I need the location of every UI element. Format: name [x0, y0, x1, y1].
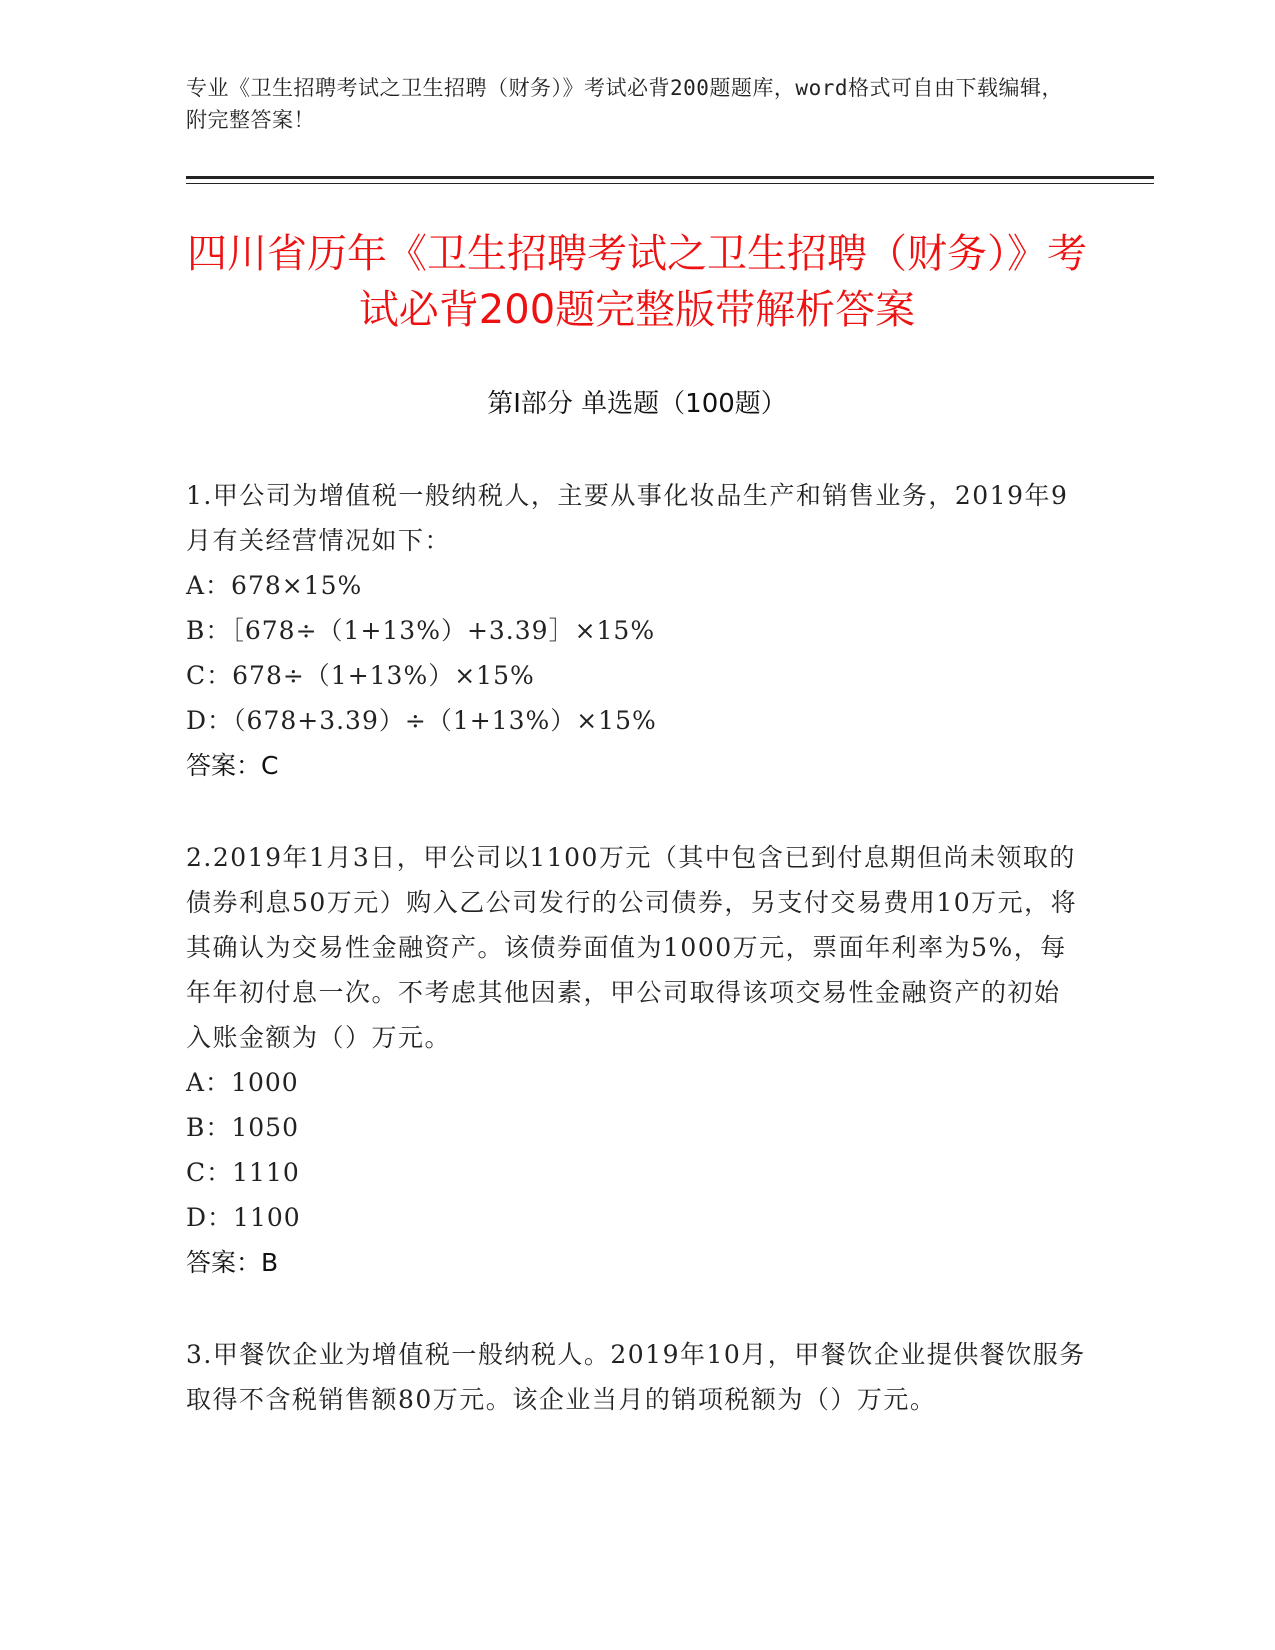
question-2 — [186, 835, 1086, 1285]
question-3 — [186, 1332, 1086, 1422]
question-stem: 2.2019年1月3日，甲公司以1100万元（其中包含已到付息期但尚未领取的债券利息50万元）购入乙公司发行的公司债券，另支付交易费用10万元，将其确认为交易性金融资产。该债券面值为1000万元，票面年利率为5%，每年年初付息一次。不考虑其他因素，甲公司取得该项交易性金融资产的初始入账金额为（）万元。 — [186, 843, 1078, 1052]
question-answer: 答案：B — [186, 1248, 279, 1277]
header-divider-thick — [186, 176, 1154, 179]
question-option-d: D：1100 — [186, 1203, 301, 1232]
question-option-b: B：1050 — [186, 1113, 299, 1142]
question-spacer — [186, 1285, 1086, 1332]
section-title: 第I部分 单选题（100题） — [487, 389, 787, 419]
question-list — [186, 473, 1086, 1422]
header-note: 专业《卫生招聘考试之卫生招聘（财务）》考试必背200题题库，word格式可自由下载编辑，附完整答案！ — [186, 76, 1063, 132]
question-option-a: A：678×15% — [186, 571, 363, 600]
question-answer: 答案：C — [186, 751, 279, 780]
question-option-c: C：1110 — [186, 1158, 300, 1187]
document-title: 四川省历年《卫生招聘考试之卫生招聘（财务）》考试必背200题完整版带解析答案 — [187, 231, 1087, 333]
question-1 — [186, 473, 1086, 788]
question-stem: 3.甲餐饮企业为增值税一般纳税人。2019年10月，甲餐饮企业提供餐饮服务取得不含税销售额80万元。该企业当月的销项税额为（）万元。 — [186, 1340, 1086, 1414]
question-stem: 1.甲公司为增值税一般纳税人，主要从事化妆品生产和销售业务，2019年9月有关经营情况如下： — [186, 481, 1069, 555]
question-option-b: B：［678÷（1+13%）+3.39］×15% — [186, 616, 656, 645]
question-option-d: D：（678+3.39）÷（1+13%）×15% — [186, 706, 657, 735]
question-spacer — [186, 788, 1086, 835]
question-option-c: C：678÷（1+13%）×15% — [186, 661, 535, 690]
header-divider-thin — [186, 183, 1154, 184]
question-option-a: A：1000 — [186, 1068, 299, 1097]
